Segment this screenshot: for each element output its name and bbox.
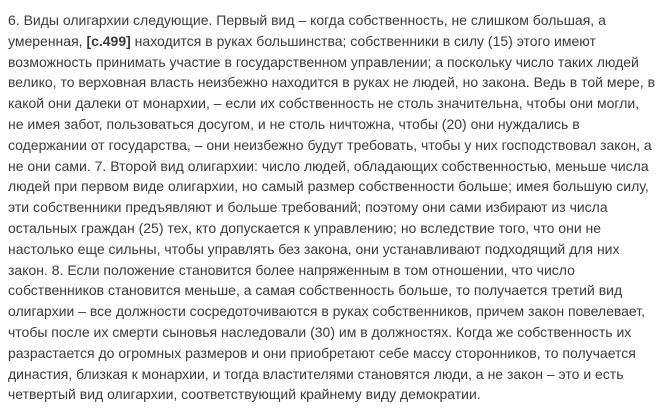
text-line [8, 280, 658, 301]
text-line [8, 114, 658, 135]
text-line [8, 93, 658, 114]
text-line [8, 301, 658, 322]
text-line [8, 218, 658, 239]
text-segment: собственников становится меньше, а самая собственность больше, то получается третий вид [8, 282, 623, 299]
text-segment: велико, то верховная власть неизбежно находится в руках не людей, но закона. Ведь в той мере, в [8, 74, 656, 91]
text-segment: династия, близкая к монархии, и тогда властителями становятся люди, а не закон – это и есть [8, 365, 624, 382]
text-segment: не они сами. 7. Второй вид олигархии: число людей, обладающих собственностью, меньше числа [8, 157, 649, 174]
text-segment: разрастается до огромных размеров и они приобретают себе массу сторонников, то получается [8, 344, 636, 361]
text-segment: людей при первом виде олигархии, но самый размер собственности больше; имея большую силу, [8, 178, 649, 195]
text-line [8, 239, 658, 260]
text-segment: находится в руках большинства; собственники в силу (15) этого имеют [130, 32, 596, 49]
text-segment: олигархии – все должности сосредоточиваются в руках собственников, причем закон повелевает, [8, 303, 646, 320]
text-line [8, 322, 658, 343]
text-segment: не имея забот, пользоваться досугом, и не столь ничтожна, чтобы (20) они нуждались в [8, 115, 580, 132]
text-segment: остальных граждан (25) тех, кто допускается к управлению; но вследствие того, что они не [8, 219, 602, 236]
text-line [8, 364, 658, 385]
text-segment: закон. 8. Если положение становится более напряженным в том отношении, что число [8, 261, 575, 278]
text-line [8, 10, 658, 31]
text-line [8, 343, 658, 364]
text-segment: чтобы после их смерти сыновья наследовали (30) им в должностях. Когда же собственность их [8, 323, 632, 340]
text-segment: какой они далеки от монархии, – если их собственность не столь значительна, чтобы они могли, [8, 95, 640, 112]
text-segment: 6. Виды олигархии следующие. Первый вид – когда собственность, не слишком большая, а [8, 12, 606, 28]
text-segment: эти собственники предъявляют и больше требований; поэтому они сами избирают из числа [8, 199, 608, 216]
text-segment: четвертый вид олигархии, соответствующий крайнему виду демократии. [8, 386, 481, 403]
text-line [8, 72, 658, 93]
text-line [8, 52, 658, 73]
text-line [8, 31, 658, 52]
text-line [8, 135, 658, 156]
text-line [8, 176, 658, 197]
text-line [8, 260, 658, 281]
text-line [8, 384, 658, 405]
page-marker: [с.499] [86, 32, 131, 49]
text-segment: возможность принимать участие в государственном управлении; а поскольку число таких людей [8, 53, 639, 70]
text-segment: умеренная, [8, 32, 87, 49]
text-line [8, 156, 658, 177]
text-line [8, 197, 658, 218]
text-segment: содержании от государства, – они неизбежно будут требовать, чтобы у них господствовал закон, а [8, 136, 652, 153]
paragraph [8, 10, 658, 405]
text-segment: настолько еще сильны, чтобы управлять без закона, они устанавливают подходящий для них [8, 240, 620, 257]
